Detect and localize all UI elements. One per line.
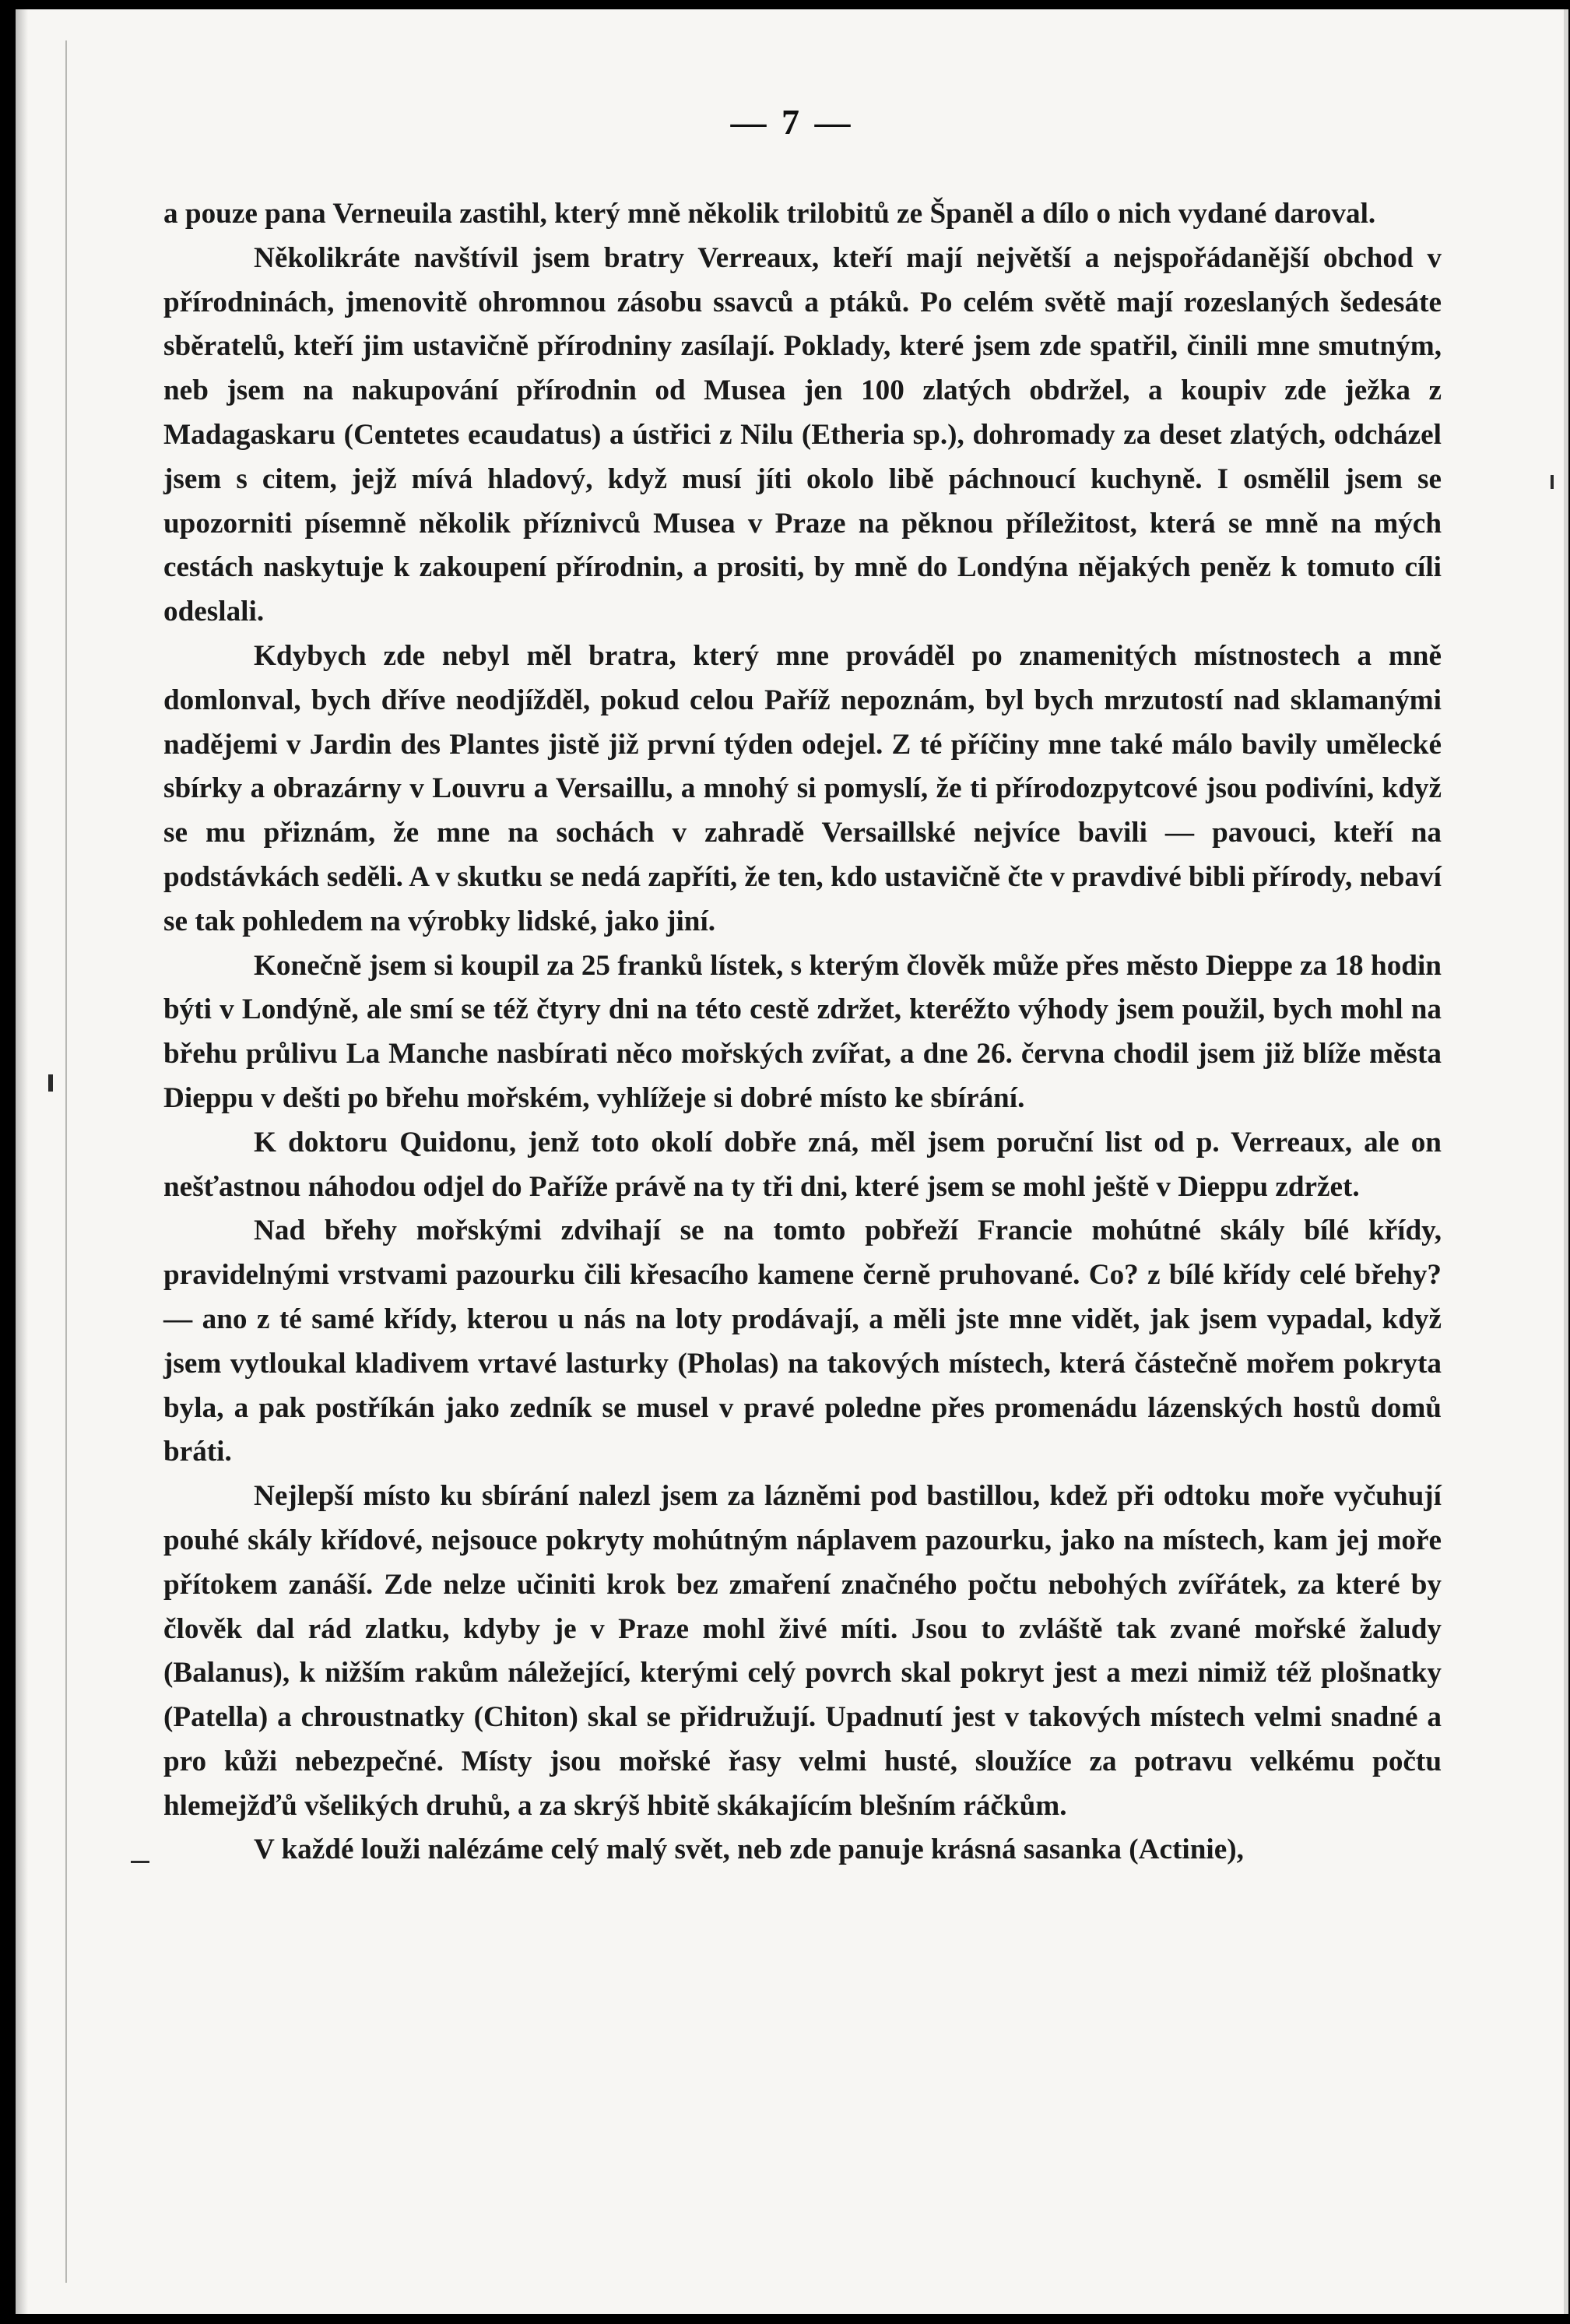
paragraph-7: Nejlepší místo ku sbírání nalezl jsem za lázněmi pod bastillou, kdež při odtoku moře vyčuhují pouhé skály křídové, nejsouce pokryty mohútným náplavem pazourku, jako na místech, kam jej moře přítokem zanáší. Zde nelze učiniti krok bez zmaření značného počtu nebohých zvířátek, za které by člověk dal rád zlatku, kdyby je v Praze mohl živé míti. Jsou to zvláště tak zvané mořské žaludy (Balanus), k nižším rakům náležející, kterými celý povrch skal pokryt jest a mezi nimiž též plošnatky (Patella) a chroustnatky (Chiton) skal se přidružují. Upadnutí jest v takových místech velmi snadné a pro kůži nebezpečné. Místy jsou mořské řasy velmi husté, sloužíce za potravu velkému počtu hlemejžďů všelikých druhů, a za skrýš hbitě skákajícím blešním ráčkům. (163, 1480, 1442, 1822)
margin-mark-right (1551, 475, 1554, 489)
paragraph-8: V každé louži nalézáme celý malý svět, neb zde panuje krásná sasanka (Actinie), (254, 1834, 1244, 1866)
paragraph-6: Nad břehy mořskými zdvihají se na tomto pobřeží Francie mohútné skály bílé křídy, pravidelnými vrstvami pazourku čili křesacího kamene černě pruhované. Co? z bílé křídy celé břehy? — ano z té samé křídy, kterou u nás na loty prodávají, a měli jste mne vidět, jak jsem vypadal, když jsem vytloukal kladivem vrtavé lasturky (Pholas) na takových místech, která částečně mořem pokryta byla, a pak postříkán jako zedník se musel v pravé poledne přes promenádu lázenských hostů domů bráti. (163, 1215, 1442, 1468)
paragraph-5: K doktoru Quidonu, jenž toto okolí dobře zná, měl jsem poruční list od p. Verreaux, ale on nešťastnou náhodou odjel do Paříže právě na ty tři dni, které jsem se mohl ještě v Dieppu zdržet. (163, 1126, 1442, 1203)
page-right-edge (1564, 9, 1568, 2314)
page-gutter-shadow (16, 9, 28, 2314)
paragraph-2: Několikráte navštívil jsem bratry Verreaux, kteří mají největší a nejspořádanější obchod v přírodninách, jmenovitě ohromnou zásobu ssavců a ptáků. Po celém světě mají rozeslaných šedesáte sběratelů, kteří jim ustavičně přírodniny zasílají. Poklady, které jsem zde spatřil, činili mne smutným, neb jsem na nakupování přírodnin od Musea jen 100 zlatých obdržel, a koupiv zde ježka z Madagaskaru (Centetes ecaudatus) a ústřici z Nilu (Etheria sp.), dohromady za deset zlatých, odcházel jsem s citem, jejž mívá hladový, když musí jíti okolo libě páchnoucí kuchyně. I osmělil jsem se upozorniti písemně několik příznivců Musea v Praze na pěknou příležitost, která se mně na mých cestách naskytuje k zakoupení přírodnin, a prositi, by mně do Londýna nějakých peněz k tomuto cíli odeslali. (163, 241, 1442, 628)
margin-mark-dash (131, 1861, 149, 1863)
margin-mark-left (48, 1074, 53, 1092)
paragraph-1: a pouze pana Verneuila zastihl, který mně několik trilobitů ze Španěl a dílo o nich vydané daroval. (163, 198, 1376, 230)
paragraph-4: Konečně jsem si koupil za 25 franků lístek, s kterým člověk může přes město Dieppe za 18 hodin býti v Londýně, ale smí se též čtyry dni na této cestě zdržet, kteréžto výhody jsem použil, bych mohl na břehu průlivu La Manche nasbírati něco mořských zvířat, a dne 26. června chodil jsem již blíže města Dieppu v dešti po břehu mořském, vyhlížeje si dobré místo ke sbírání. (163, 949, 1442, 1114)
book-page (16, 9, 1568, 2314)
body-text (163, 192, 1442, 1872)
page-number: — 7 — (730, 102, 854, 142)
paragraph-3: Kdybych zde nebyl měl bratra, který mne prováděl po znamenitých místnostech a mně domlonval, bych dříve neodjížděl, pokud celou Paříž nepoznám, byl bych mrzutostí nad sklamanými nadějemi v Jardin des Plantes jistě již první týden odejel. Z té příčiny mne také málo bavily umělecké sbírky a obrazárny v Louvru a Versaillu, a mnohý si pomyslí, že ti přírodozpytcové jsou podivíni, když se mu přiznám, že mne na sochách v zahradě Versaillské nejvíce bavili — pavouci, kteří na podstávkách seděli. A v skutku se nedá zapříti, že ten, kdo ustavičně čte v pravdivé bibli přírody, nebaví se tak pohledem na výrobky lidské, jako jiní. (163, 639, 1442, 937)
page-edge-line (65, 40, 67, 2283)
